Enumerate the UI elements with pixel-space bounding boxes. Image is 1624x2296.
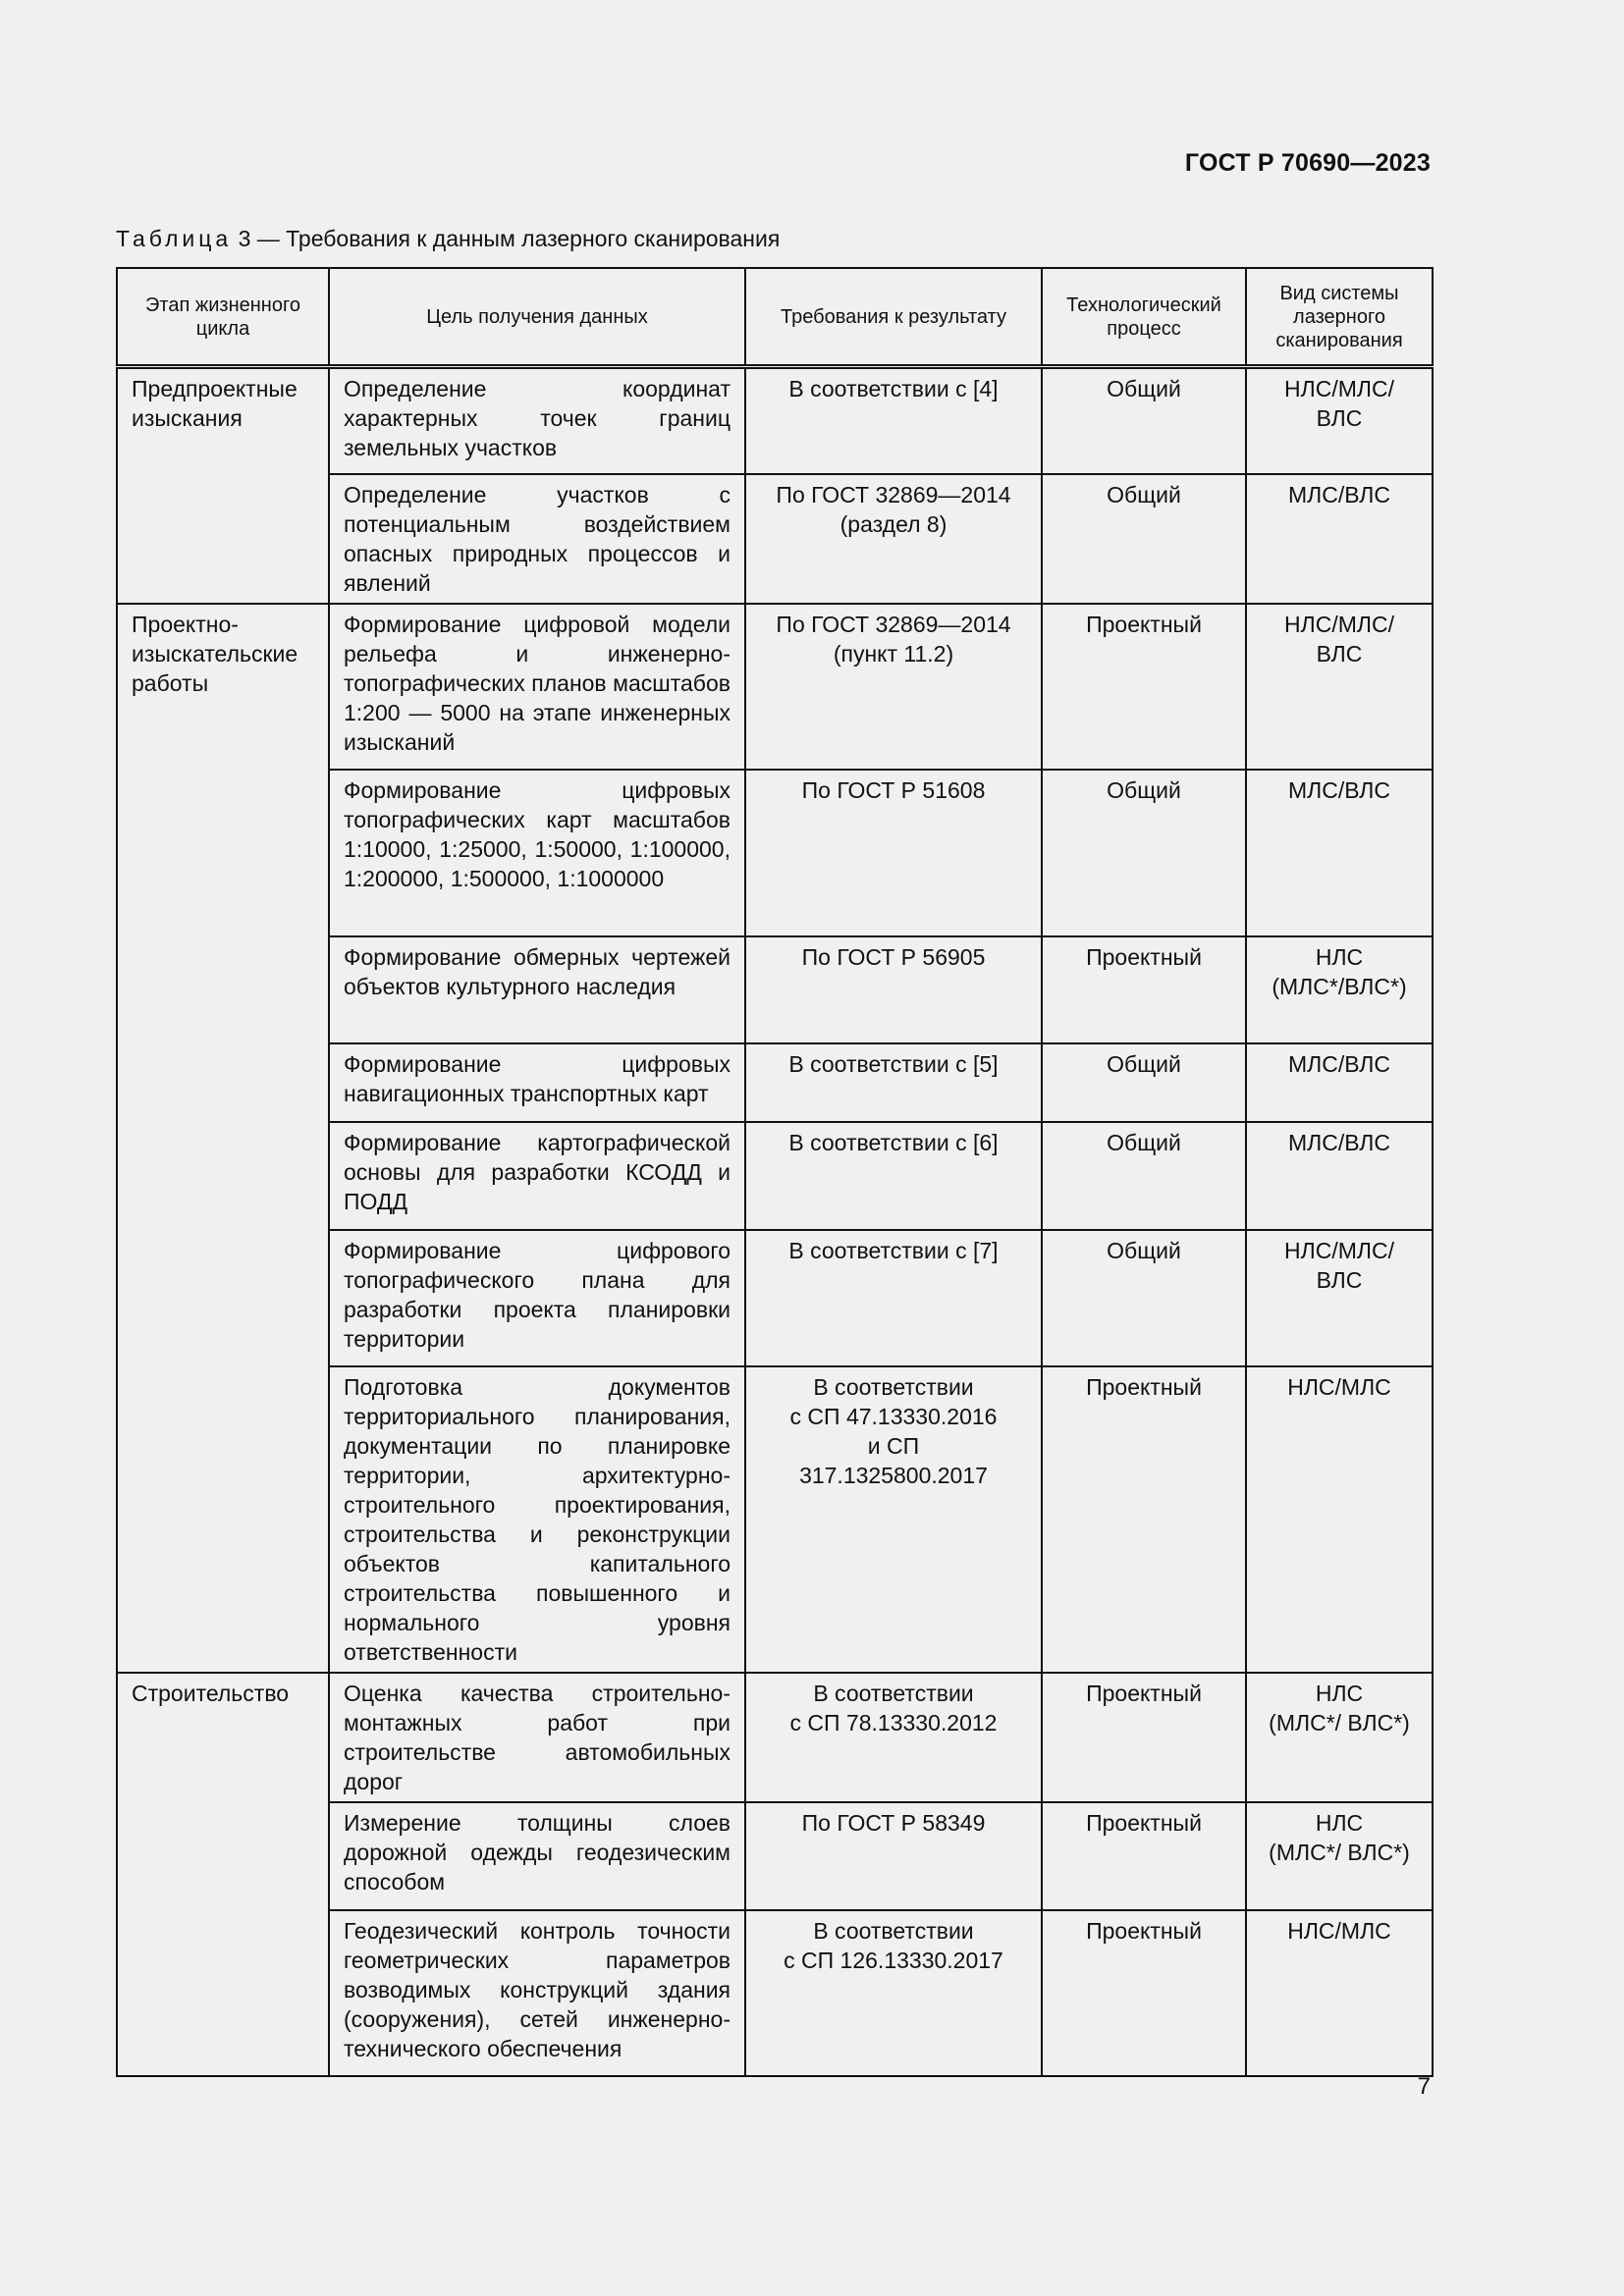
system-cell: МЛС/ВЛС — [1246, 1043, 1433, 1122]
table-caption-label: Таблица — [116, 226, 233, 251]
goal-cell: Подготовка документов территориального планирования, документации по планировке территории, архитектурно-строительного проектирования, строительства и реконструкции объектов капитального строительства повышенного и нормального уровня ответственности — [329, 1366, 745, 1673]
requirements-cell: По ГОСТ 32869—2014 (раздел 8) — [745, 474, 1042, 604]
process-cell: Проектный — [1042, 1910, 1246, 2076]
system-cell: НЛС (МЛС*/ВЛС*) — [1246, 936, 1433, 1043]
system-cell: НЛС/МЛС — [1246, 1366, 1433, 1673]
process-cell: Общий — [1042, 474, 1246, 604]
system-cell: НЛС (МЛС*/ ВЛС*) — [1246, 1673, 1433, 1802]
process-cell: Проектный — [1042, 1366, 1246, 1673]
system-cell: НЛС/МЛС/ ВЛС — [1246, 1230, 1433, 1366]
goal-cell: Формирование картографической основы для разработки КСОДД и ПОДД — [329, 1122, 745, 1230]
system-cell: НЛС (МЛС*/ ВЛС*) — [1246, 1802, 1433, 1910]
stage-cell: Строительство — [117, 1673, 329, 2076]
requirements-cell: По ГОСТ Р 56905 — [745, 936, 1042, 1043]
goal-cell: Формирование обмерных чертежей объектов культурного наследия — [329, 936, 745, 1043]
requirements-cell: В соответствии с [6] — [745, 1122, 1042, 1230]
process-cell: Общий — [1042, 770, 1246, 936]
system-cell: НЛС/МЛС/ ВЛС — [1246, 367, 1433, 474]
document-code: ГОСТ Р 70690—2023 — [1184, 149, 1431, 177]
stage-cell: Проектно-изыскательские работы — [117, 604, 329, 1673]
column-header-system: Вид системы лазерного сканирования — [1246, 268, 1433, 367]
system-cell: МЛС/ВЛС — [1246, 770, 1433, 936]
goal-cell: Формирование цифрового топографического плана для разработки проекта планировки территории — [329, 1230, 745, 1366]
goal-cell: Измерение толщины слоев дорожной одежды геодезическим способом — [329, 1802, 745, 1910]
goal-cell: Формирование цифровых навигационных транспортных карт — [329, 1043, 745, 1122]
requirements-cell: В соответствии с [7] — [745, 1230, 1042, 1366]
table-caption — [116, 226, 780, 252]
table-caption-title: — Требования к данным лазерного сканирования — [250, 226, 781, 251]
goal-cell: Определение координат характерных точек границ земельных участков — [329, 367, 745, 474]
requirements-cell: По ГОСТ Р 58349 — [745, 1802, 1042, 1910]
requirements-cell: По ГОСТ Р 51608 — [745, 770, 1042, 936]
process-cell: Проектный — [1042, 936, 1246, 1043]
process-cell: Общий — [1042, 367, 1246, 474]
system-cell: НЛС/МЛС — [1246, 1910, 1433, 2076]
requirements-table — [116, 267, 1434, 2077]
goal-cell: Формирование цифровой модели рельефа и инженерно-топографических планов масштабов 1:200 — 5000 на этапе инженерных изысканий — [329, 604, 745, 770]
process-cell: Проектный — [1042, 604, 1246, 770]
table-caption-number: 3 — [238, 226, 251, 251]
requirements-cell: В соответствии с [5] — [745, 1043, 1042, 1122]
goal-cell: Оценка качества строительно-монтажных работ при строительстве автомобильных дорог — [329, 1673, 745, 1802]
process-cell: Общий — [1042, 1122, 1246, 1230]
system-cell: МЛС/ВЛС — [1246, 1122, 1433, 1230]
process-cell: Проектный — [1042, 1673, 1246, 1802]
requirements-cell: В соответствии с СП 78.13330.2012 — [745, 1673, 1042, 1802]
requirements-cell: В соответствии с СП 126.13330.2017 — [745, 1910, 1042, 2076]
process-cell: Проектный — [1042, 1802, 1246, 1910]
column-header-stage: Этап жизненного цикла — [117, 268, 329, 367]
page-number: 7 — [1417, 2073, 1431, 2100]
table-header-row — [117, 268, 1433, 367]
goal-cell: Формирование цифровых топографических карт масштабов 1:10000, 1:25000, 1:50000, 1:100000, 1:200000, 1:500000, 1:1000000 — [329, 770, 745, 936]
system-cell: НЛС/МЛС/ ВЛС — [1246, 604, 1433, 770]
requirements-cell: В соответствии с [4] — [745, 367, 1042, 474]
goal-cell: Определение участков с потенциальным воздействием опасных природных процессов и явлений — [329, 474, 745, 604]
process-cell: Общий — [1042, 1230, 1246, 1366]
table-row — [117, 367, 1433, 474]
requirements-cell: В соответствии с СП 47.13330.2016 и СП 317.1325800.2017 — [745, 1366, 1042, 1673]
goal-cell: Геодезический контроль точности геометрических параметров возводимых конструкций здания (сооружения), сетей инженерно-технического обеспечения — [329, 1910, 745, 2076]
requirements-cell: По ГОСТ 32869—2014 (пункт 11.2) — [745, 604, 1042, 770]
table-row — [117, 1673, 1433, 1802]
column-header-goal: Цель получения данных — [329, 268, 745, 367]
column-header-process: Технологический процесс — [1042, 268, 1246, 367]
process-cell: Общий — [1042, 1043, 1246, 1122]
table-row — [117, 604, 1433, 770]
system-cell: МЛС/ВЛС — [1246, 474, 1433, 604]
column-header-requirements: Требования к результату — [745, 268, 1042, 367]
stage-cell: Предпроектные изыскания — [117, 367, 329, 604]
